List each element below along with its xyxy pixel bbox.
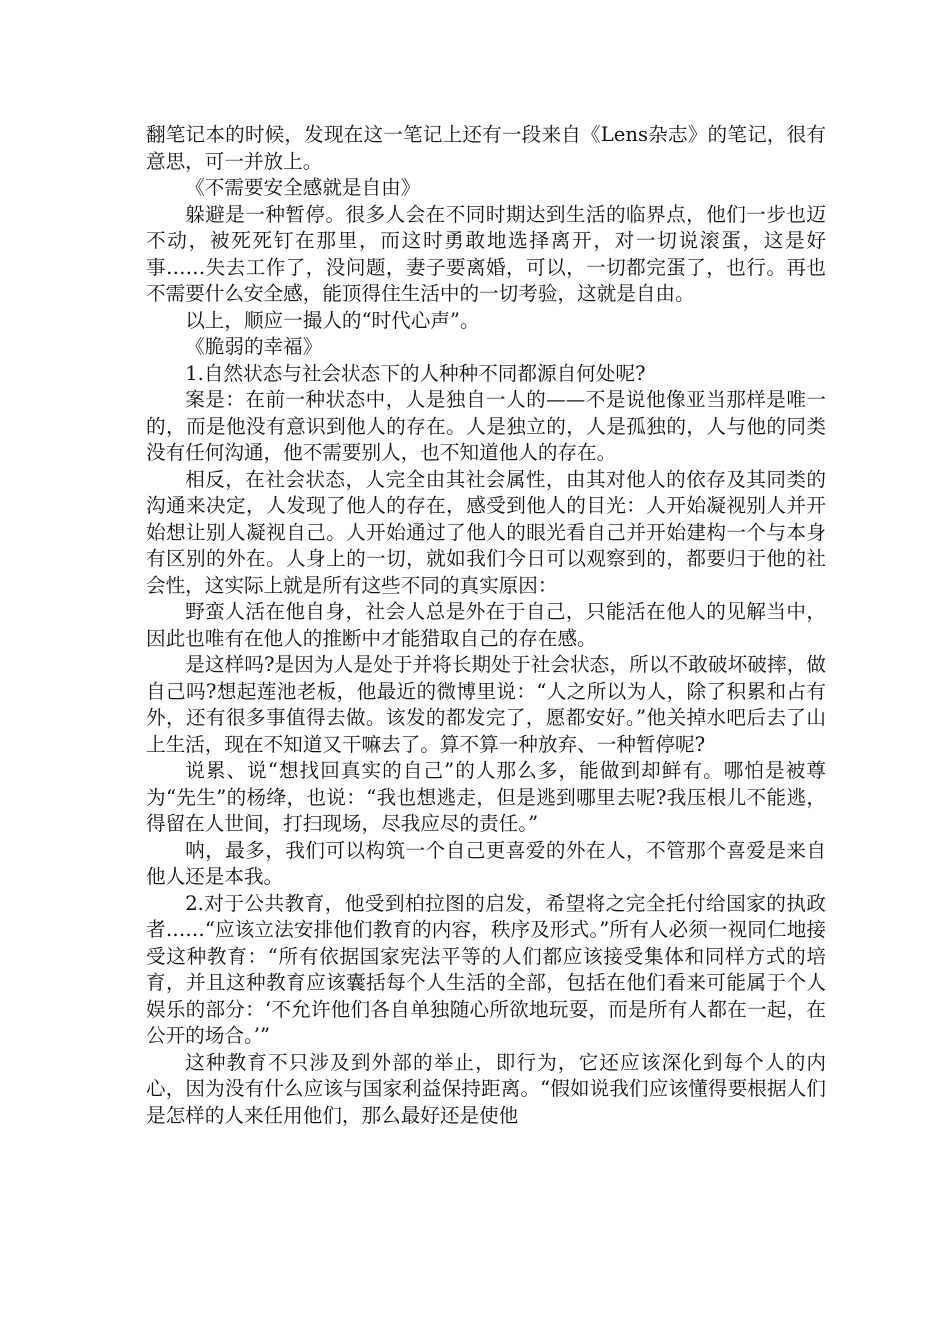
paragraph-above: 以上，顺应一撮人的“时代心声”。 — [185, 308, 480, 332]
paragraph-intro: 翻笔记本的时候，发现在这一笔记上还有一段来自《Lens杂志》的笔记，很有意思，可一并放上。 — [146, 123, 826, 173]
paragraph-outer-self: 呐，最多，我们可以构筑一个自己更喜爱的外在人，不管那个喜爱是来自他人还是本我。 — [146, 838, 826, 888]
paragraph-title-freedom: 《不需要安全感就是自由》 — [185, 176, 421, 199]
paragraph-escape: 躲避是一种暂停。很多人会在不同时期达到生活的临界点，他们一步也迈不动，被死死钉在那里，而这时勇敢地选择离开，对一切说滚蛋，这是好事……失去工作了，没问题，妻子要离婚，可以，一切都完蛋了，也行。再也不需要什么安全感，能顶得住生活中的一切考验，这就是自由。 — [146, 202, 826, 305]
paragraph-inner-education: 这种教育不只涉及到外部的举止，即行为，它还应该深化到每个人的内心，因为没有什么应该与国家利益保持距离。“假如说我们应该懂得要根据人们是怎样的人来任用他们，那么最好还是使他 — [146, 1050, 826, 1127]
paragraph-yangjiang: 说累、说“想找回真实的自己”的人那么多，能做到却鲜有。哪怕是被尊为“先生”的杨绛，也说：“我也想逃走，但是逃到哪里去呢?我压根儿不能逃，得留在人世间，打扫现场，尽我应尽的责任。” — [146, 759, 826, 835]
paragraph-social-state: 相反，在社会状态，人完全由其社会属性，由其对他人的依存及其同类的沟通来决定，人发现了他人的存在，感受到他人的目光：人开始凝视别人并开始想让别人凝视自己。人开始通过了他人的眼光看自己并开始建构一个与本身有区别的外在。人身上的一切，就如我们今日可以观察到的，都要归于他的社会性，这实际上就是所有这些不同的真实原因： — [146, 467, 826, 597]
paragraph-public-education: 2.对于公共教育，他受到柏拉图的启发，希望将之完全托付给国家的执政者……“应该立法安排他们教育的内容，秩序及形式。”所有人必须一视同仁地接受这种教育：“所有依据国家宪法平等的人们都应该接受集体和同样方式的培育，并且这种教育应该囊括每个人生活的全部，包括在他们看来可能属于个人娱乐的部分：‘不允许他们各自单独随心所欲地玩耍，而是所有人都在一起，在公开的场合。’” — [146, 891, 826, 1047]
paragraph-savage: 野蛮人活在他自身，社会人总是外在于自己，只能活在他人的见解当中，因此也唯有在他人的推断中才能猎取自己的存在感。 — [146, 600, 826, 650]
document-page — [146, 122, 826, 1129]
paragraph-answer: 案是：在前一种状态中，人是独自一人的——不是说他像亚当那样是唯一的，而是他没有意识到他人的存在。人是独立的，人是孤独的，人与他的同类没有任何沟通，他不需要别人，也不知道他人的存在。 — [146, 388, 826, 464]
paragraph-question-1: 1.自然状态与社会状态下的人种种不同都源自何处呢? — [185, 361, 646, 385]
paragraph-title-fragile-happiness: 《脆弱的幸福》 — [185, 335, 323, 358]
paragraph-lianchi: 是这样吗?是因为人是处于并将长期处于社会状态，所以不敢破坏破摔，做自己吗?想起莲池老板，他最近的微博里说：“人之所以为人，除了积累和占有外，还有很多事值得去做。该发的都发完了，愿都安好。”他关掉水吧后去了山上生活，现在不知道又干嘛去了。算不算一种放弃、一种暂停呢? — [146, 653, 826, 756]
